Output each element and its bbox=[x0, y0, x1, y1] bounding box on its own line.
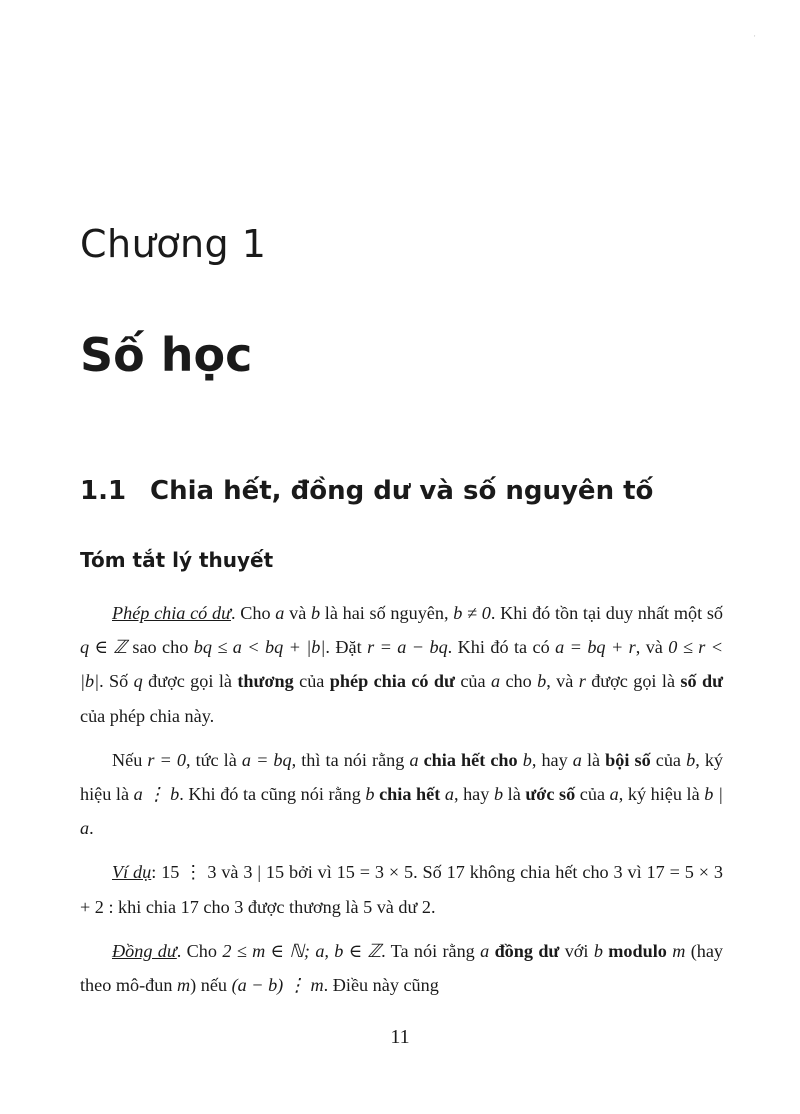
bold-term: phép chia có dư bbox=[329, 671, 455, 692]
paragraph-divisibility: Nếu r = 0, tức là a = bq, thì ta nói rằng a chia hết cho b, hay a là bội số của b, ký hiệu là a ⋮ b. Khi đó ta cũng nói rằng b chia hết a, hay b là ước số của a, ký hiệu là b | a. bbox=[80, 749, 723, 839]
page-number: 11 bbox=[390, 1026, 410, 1048]
math-expr: bq ≤ a < bq + |b| bbox=[193, 637, 326, 658]
term-division-with-remainder: Phép chia có dư bbox=[112, 603, 231, 623]
math-expr: q ∈ ℤ bbox=[80, 637, 127, 658]
math-expr: r = 0 bbox=[147, 749, 186, 770]
math-expr: b ≠ 0 bbox=[453, 603, 491, 623]
bold-term: bội số bbox=[605, 749, 651, 770]
math-expr: 2 ≤ m ∈ ℕ; a, b ∈ ℤ bbox=[222, 940, 382, 961]
term-congruence: Đồng dư bbox=[112, 940, 177, 961]
body-text bbox=[80, 596, 723, 1002]
paragraph-example: Ví dụ: 15 ⋮ 3 và 3 | 15 bởi vì 15 = 3 × 5. Số 17 không chia hết cho 3 vì 17 = 5 × 3 + 2 : khi chia 17 cho 3 được thương là 5 và dư 2. bbox=[80, 862, 723, 917]
math-expr: b | a bbox=[80, 784, 723, 839]
math-expr: a = bq + r bbox=[555, 637, 636, 658]
chapter-label: Chương 1 bbox=[80, 222, 267, 266]
paragraph-congruence: Đồng dư. Cho 2 ≤ m ∈ ℕ; a, b ∈ ℤ. Ta nói rằng a đồng dư với b modulo m (hay theo mô-đun m) nếu (a − b) ⋮ m. Điều này cũng bbox=[80, 940, 724, 996]
term-example: Ví dụ bbox=[112, 862, 152, 883]
scan-mark: · bbox=[753, 32, 756, 42]
math-expr: (a − b) ⋮ m bbox=[231, 975, 324, 996]
bold-term: chia hết cho bbox=[423, 749, 518, 770]
math-expr: 0 ≤ r < |b| bbox=[80, 637, 723, 692]
bold-term: ước số bbox=[525, 784, 576, 805]
chapter-title: Số học bbox=[80, 328, 253, 382]
bold-term: chia hết bbox=[379, 784, 441, 805]
paragraph-division-with-remainder: Phép chia có dư. Cho a và b là hai số nguyên, b ≠ 0. Khi đó tồn tại duy nhất một số q ∈ ℤ sao cho bq ≤ a < bq + |b|. Đặt r = a − bq. Khi đó ta có a = bq + r, và 0 ≤ r < |b|. Số q được gọi là thương của phép chia có dư của a cho b, và r được gọi là số dư của phép chia này. bbox=[80, 603, 724, 726]
math-expr: a ⋮ b bbox=[133, 784, 180, 805]
bold-term: thương bbox=[237, 671, 294, 692]
bold-term: đồng dư bbox=[494, 940, 560, 961]
section-title: Chia hết, đồng dư và số nguyên tố bbox=[150, 476, 654, 506]
section-heading bbox=[80, 476, 653, 506]
section-number: 1.1 bbox=[80, 476, 127, 506]
math-expr: r = a − bq bbox=[367, 637, 448, 658]
bold-term: modulo bbox=[608, 940, 667, 961]
math-expr: a = bq bbox=[241, 749, 292, 770]
bold-term: số dư bbox=[680, 671, 724, 692]
subsection-heading: Tóm tắt lý thuyết bbox=[80, 548, 274, 572]
